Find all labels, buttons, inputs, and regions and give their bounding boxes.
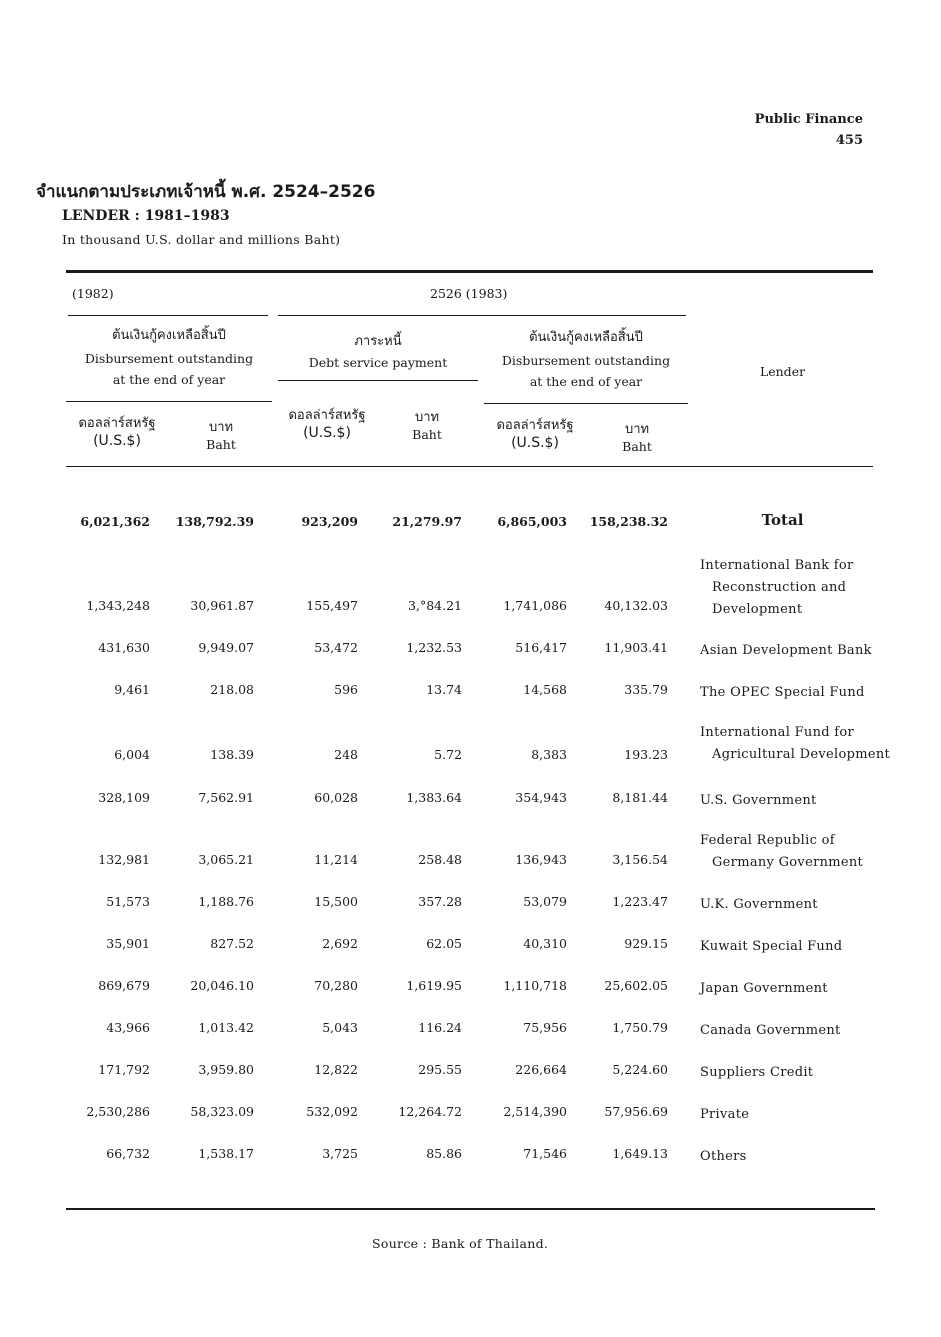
page-number: 455 xyxy=(835,133,863,148)
table-cell: 3,959.80 xyxy=(198,1062,254,1077)
table-cell: 25,602.05 xyxy=(604,978,668,993)
baht-thai-3: บาท xyxy=(624,422,650,437)
lender-line: Reconstruction and xyxy=(712,580,847,595)
table-cell: 138.39 xyxy=(210,747,254,762)
table-cell: 193.23 xyxy=(624,747,668,762)
table-cell: 929.15 xyxy=(624,936,668,951)
baht-thai-1: บาท xyxy=(208,420,234,435)
lender-line: U.S. Government xyxy=(700,793,817,808)
table-cell: 1,750.79 xyxy=(612,1020,668,1035)
lender-line: Japan Government xyxy=(700,981,828,996)
table-cell: 60,028 xyxy=(314,790,358,805)
lender-name xyxy=(700,1104,749,1126)
table-cell: 53,079 xyxy=(523,894,567,909)
header-rule xyxy=(66,466,873,467)
lender-line: Agricultural Development xyxy=(712,747,891,762)
table-cell: 5,043 xyxy=(322,1020,358,1035)
lender-name xyxy=(700,640,872,662)
table-title-thai: จำแนกตามประเภทเจ้าหนี้ พ.ศ. 2524–2526 xyxy=(36,182,376,202)
table-cell: 328,109 xyxy=(98,790,150,805)
table-cell: 116.24 xyxy=(418,1020,462,1035)
baht-1: Baht xyxy=(206,437,236,452)
lender-line: Private xyxy=(700,1107,750,1122)
lender-line: Kuwait Special Fund xyxy=(700,939,843,954)
subheader-baht-1 xyxy=(186,416,256,452)
table-cell: 2,530,286 xyxy=(86,1104,150,1119)
table-cell: 40,310 xyxy=(523,936,567,951)
table-cell: 923,209 xyxy=(301,514,358,529)
group3-line2: at the end of year xyxy=(529,374,643,389)
table-cell: 132,981 xyxy=(98,852,150,867)
lender-name xyxy=(700,1020,841,1042)
table-cell: 15,500 xyxy=(314,894,358,909)
group3-thai: ต้นเงินกู้คงเหลือสิ้นปี xyxy=(529,330,643,345)
bottom-rule xyxy=(66,1208,875,1210)
group1-line1: Disbursement outstanding xyxy=(84,351,254,366)
subheader-baht-2 xyxy=(392,406,462,442)
lender-name xyxy=(700,682,865,704)
table-cell: 71,546 xyxy=(523,1146,567,1161)
lender-line: International Bank for xyxy=(700,558,854,573)
table-cell: 1,013.42 xyxy=(198,1020,254,1035)
group2-line1: Debt service payment xyxy=(308,355,448,370)
usd-thai-3: ดอลล่าร์สหรัฐ xyxy=(496,418,574,433)
table-cell: 357.28 xyxy=(418,894,462,909)
group2-header xyxy=(278,330,478,370)
table-cell: 7,562.91 xyxy=(198,790,254,805)
table-cell: 335.79 xyxy=(624,682,668,697)
lender-name xyxy=(700,1062,813,1084)
lender-line: Others xyxy=(700,1149,747,1164)
table-cell: 1,741,086 xyxy=(503,598,567,613)
usd-thai-1: ดอลล่าร์สหรัฐ xyxy=(78,416,156,431)
group1-header xyxy=(66,324,272,387)
lender-line: Asian Development Bank xyxy=(700,643,872,658)
subheader-usd-3 xyxy=(480,414,590,451)
table-cell: 869,679 xyxy=(98,978,150,993)
year-right: 2526 (1983) xyxy=(430,286,508,301)
table-cell: 248 xyxy=(334,747,358,762)
table-cell: 596 xyxy=(334,682,358,697)
table-cell: 66,732 xyxy=(106,1146,150,1161)
lender-line: The OPEC Special Fund xyxy=(700,685,865,700)
baht-thai-2: บาท xyxy=(414,410,440,425)
group2-rule xyxy=(278,380,478,381)
group3-header xyxy=(484,326,688,389)
table-cell: 30,961.87 xyxy=(190,598,254,613)
table-cell: 43,966 xyxy=(106,1020,150,1035)
lender-name xyxy=(700,830,863,874)
lender-line: Germany Government xyxy=(712,855,864,870)
table-cell: 2,514,390 xyxy=(503,1104,567,1119)
table-cell: 431,630 xyxy=(98,640,150,655)
lender-name xyxy=(700,1146,747,1168)
table-cell: 532,092 xyxy=(306,1104,358,1119)
table-cell: 12,264.72 xyxy=(398,1104,462,1119)
table-cell: 171,792 xyxy=(98,1062,150,1077)
table-cell: 70,280 xyxy=(314,978,358,993)
unit-note: In thousand U.S. dollar and millions Baht) xyxy=(62,232,341,247)
table-cell: 5,224.60 xyxy=(612,1062,668,1077)
table-cell: 158,238.32 xyxy=(589,514,668,529)
table-cell: 6,865,003 xyxy=(497,514,567,529)
usd-thai-2: ดอลล่าร์สหรัฐ xyxy=(288,408,366,423)
table-cell: 218.08 xyxy=(210,682,254,697)
usd-2: (U.S.$) xyxy=(303,425,351,441)
lender-line: Development xyxy=(712,602,803,617)
baht-2: Baht xyxy=(412,427,442,442)
lender-name xyxy=(700,790,817,812)
table-cell: 1,232.53 xyxy=(406,640,462,655)
table-cell: 11,214 xyxy=(314,852,358,867)
table-cell: 40,132.03 xyxy=(604,598,668,613)
group2-thai: ภาระหนี้ xyxy=(354,334,402,349)
lender-name xyxy=(700,894,818,916)
group1-bottom-rule xyxy=(66,401,272,402)
table-cell: 2,692 xyxy=(322,936,358,951)
table-cell: 20,046.10 xyxy=(190,978,254,993)
table-cell: 9,461 xyxy=(114,682,150,697)
table-cell: 85.86 xyxy=(426,1146,462,1161)
table-cell: 12,822 xyxy=(314,1062,358,1077)
table-cell: 13.74 xyxy=(426,682,462,697)
table-cell: 35,901 xyxy=(106,936,150,951)
group3-line1: Disbursement outstanding xyxy=(501,353,671,368)
lender-line: Federal Republic of xyxy=(700,833,835,848)
group1-rule xyxy=(68,315,268,316)
usd-3: (U.S.$) xyxy=(511,435,559,451)
lender-line: Suppliers Credit xyxy=(700,1065,814,1080)
table-title-english: LENDER : 1981–1983 xyxy=(62,208,230,224)
table-cell: 1,619.95 xyxy=(406,978,462,993)
lender-line: International Fund for xyxy=(700,725,855,740)
table-cell: 295.55 xyxy=(418,1062,462,1077)
total-label: Total xyxy=(761,511,804,529)
table-cell: 1,343,248 xyxy=(86,598,150,613)
table-cell: 226,664 xyxy=(515,1062,567,1077)
lender-name xyxy=(700,722,890,766)
group1-line2: at the end of year xyxy=(112,372,226,387)
table-cell: 57,956.69 xyxy=(604,1104,668,1119)
lender-line: U.K. Government xyxy=(700,897,818,912)
table-cell: 6,021,362 xyxy=(80,514,150,529)
table-cell: 3,156.54 xyxy=(612,852,668,867)
subheader-usd-1 xyxy=(62,412,172,449)
subheader-usd-2 xyxy=(272,404,382,441)
table-cell: 138,792.39 xyxy=(175,514,254,529)
table-cell: 11,903.41 xyxy=(604,640,668,655)
lender-name xyxy=(700,936,842,958)
source-note: Source : Bank of Thailand. xyxy=(372,1236,549,1251)
table-cell: 1,538.17 xyxy=(198,1146,254,1161)
table-cell: 155,497 xyxy=(306,598,358,613)
top-rule xyxy=(66,270,873,273)
table-cell: 6,004 xyxy=(114,747,150,762)
table-cell: 354,943 xyxy=(515,790,567,805)
year-left: (1982) xyxy=(72,286,114,301)
table-cell: 53,472 xyxy=(314,640,358,655)
group1-thai: ต้นเงินกู้คงเหลือสิ้นปี xyxy=(112,328,226,343)
table-cell: 5.72 xyxy=(434,747,462,762)
lender-header: Lender xyxy=(759,364,806,379)
table-cell: 1,649.13 xyxy=(612,1146,668,1161)
table-cell: 3,065.21 xyxy=(198,852,254,867)
table-cell: 258.48 xyxy=(418,852,462,867)
lender-name xyxy=(700,555,854,621)
table-cell: 1,110,718 xyxy=(503,978,567,993)
table-cell: 1,188.76 xyxy=(198,894,254,909)
year-right-rule xyxy=(278,315,686,316)
table-cell: 3,725 xyxy=(322,1146,358,1161)
group3-rule xyxy=(484,403,688,404)
lender-name xyxy=(700,978,828,1000)
table-cell: 516,417 xyxy=(515,640,567,655)
table-cell: 62.05 xyxy=(426,936,462,951)
table-cell: 8,383 xyxy=(531,747,567,762)
table-cell: 3,°84.21 xyxy=(408,598,462,613)
baht-3: Baht xyxy=(622,439,652,454)
table-cell: 58,323.09 xyxy=(190,1104,254,1119)
lender-line: Canada Government xyxy=(700,1023,841,1038)
subheader-baht-3 xyxy=(602,418,672,454)
table-cell: 21,279.97 xyxy=(392,514,462,529)
usd-1: (U.S.$) xyxy=(93,433,141,449)
table-cell: 51,573 xyxy=(106,894,150,909)
table-cell: 1,383.64 xyxy=(406,790,462,805)
section-title: Public Finance xyxy=(754,112,863,127)
table-cell: 8,181.44 xyxy=(612,790,668,805)
table-cell: 75,956 xyxy=(523,1020,567,1035)
table-cell: 827.52 xyxy=(210,936,254,951)
table-cell: 14,568 xyxy=(523,682,567,697)
table-cell: 9,949.07 xyxy=(198,640,254,655)
table-cell: 136,943 xyxy=(515,852,567,867)
table-cell: 1,223.47 xyxy=(612,894,668,909)
